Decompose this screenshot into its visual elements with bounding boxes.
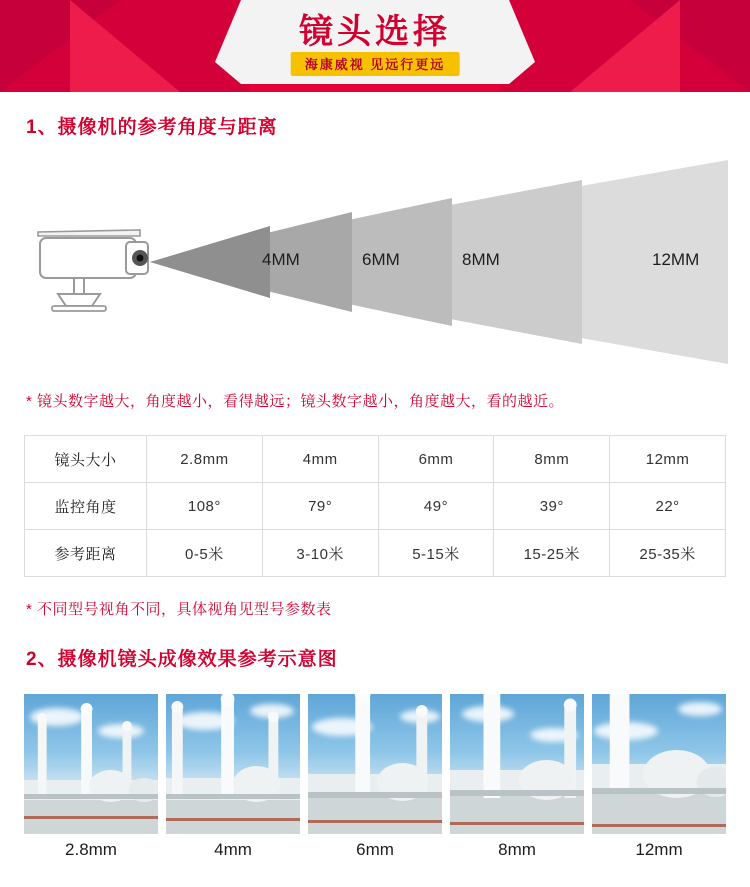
cell-lens-size-4: 8mm	[494, 436, 610, 483]
beam-label-6mm: 6MM	[362, 250, 400, 269]
table-row	[25, 483, 726, 530]
row-header-angle: 监控角度	[25, 483, 147, 530]
beam-label-8mm: 8MM	[462, 250, 500, 269]
cell-angle-5: 22°	[610, 483, 726, 530]
cell-lens-size-2: 4mm	[262, 436, 378, 483]
mosque-illustration	[24, 694, 158, 834]
note-lens-size: * 镜头数字越大，角度越小，看得越远；镜头数字越小，角度越大，看的越近。	[26, 393, 565, 410]
cell-lens-size-3: 6mm	[378, 436, 494, 483]
cell-angle-4: 39°	[494, 483, 610, 530]
cell-angle-2: 79°	[262, 483, 378, 530]
cell-distance-2: 3-10米	[262, 530, 378, 577]
bullet-camera-icon	[38, 230, 148, 311]
lens-angle-diagram	[22, 150, 728, 375]
cell-distance-1: 0-5米	[147, 530, 263, 577]
cell-lens-size-5: 12mm	[610, 436, 726, 483]
mosque-illustration	[592, 694, 726, 834]
beam-label-4mm: 4MM	[262, 250, 300, 269]
sample-photo-2_8mm	[24, 694, 158, 834]
sample-photo-8mm	[450, 694, 584, 834]
spec-table-wrapper	[24, 435, 726, 577]
table-row	[25, 436, 726, 483]
photo-label-2_8mm: 2.8mm	[65, 840, 117, 859]
table-row	[25, 530, 726, 577]
cell-distance-5: 25-35米	[610, 530, 726, 577]
section-two-heading: 2、摄像机镜头成像效果参考示意图	[26, 649, 338, 670]
banner-subtitle: 海康威视 见远行更远	[304, 57, 446, 72]
spec-table	[24, 435, 726, 577]
mosque-illustration	[166, 694, 300, 834]
sample-photo-4mm	[166, 694, 300, 834]
row-header-distance: 参考距离	[25, 530, 147, 577]
banner-subtitle-badge	[291, 52, 460, 76]
banner-title: 镜头选择	[299, 13, 451, 51]
cell-angle-3: 49°	[378, 483, 494, 530]
beam-label-12mm: 12MM	[652, 250, 700, 269]
photo-label-6mm: 6mm	[356, 840, 394, 859]
header-banner	[0, 0, 750, 92]
sample-photo-12mm	[592, 694, 726, 834]
mosque-illustration	[308, 694, 442, 834]
photo-label-8mm: 8mm	[498, 840, 536, 859]
photo-label-4mm: 4mm	[214, 840, 252, 859]
sample-photo-6mm	[308, 694, 442, 834]
section-one-heading: 1、摄像机的参考角度与距离	[26, 117, 278, 138]
cell-lens-size-1: 2.8mm	[147, 436, 263, 483]
sample-image-strip	[24, 694, 726, 834]
cell-distance-3: 5-15米	[378, 530, 494, 577]
row-header-lens-size: 镜头大小	[25, 436, 147, 483]
mosque-illustration	[450, 694, 584, 834]
sample-image-labels	[24, 840, 726, 870]
cell-distance-4: 15-25米	[494, 530, 610, 577]
note-model-difference: * 不同型号视角不同，具体视角见型号参数表	[26, 601, 332, 618]
photo-label-12mm: 12mm	[635, 840, 683, 859]
cell-angle-1: 108°	[147, 483, 263, 530]
